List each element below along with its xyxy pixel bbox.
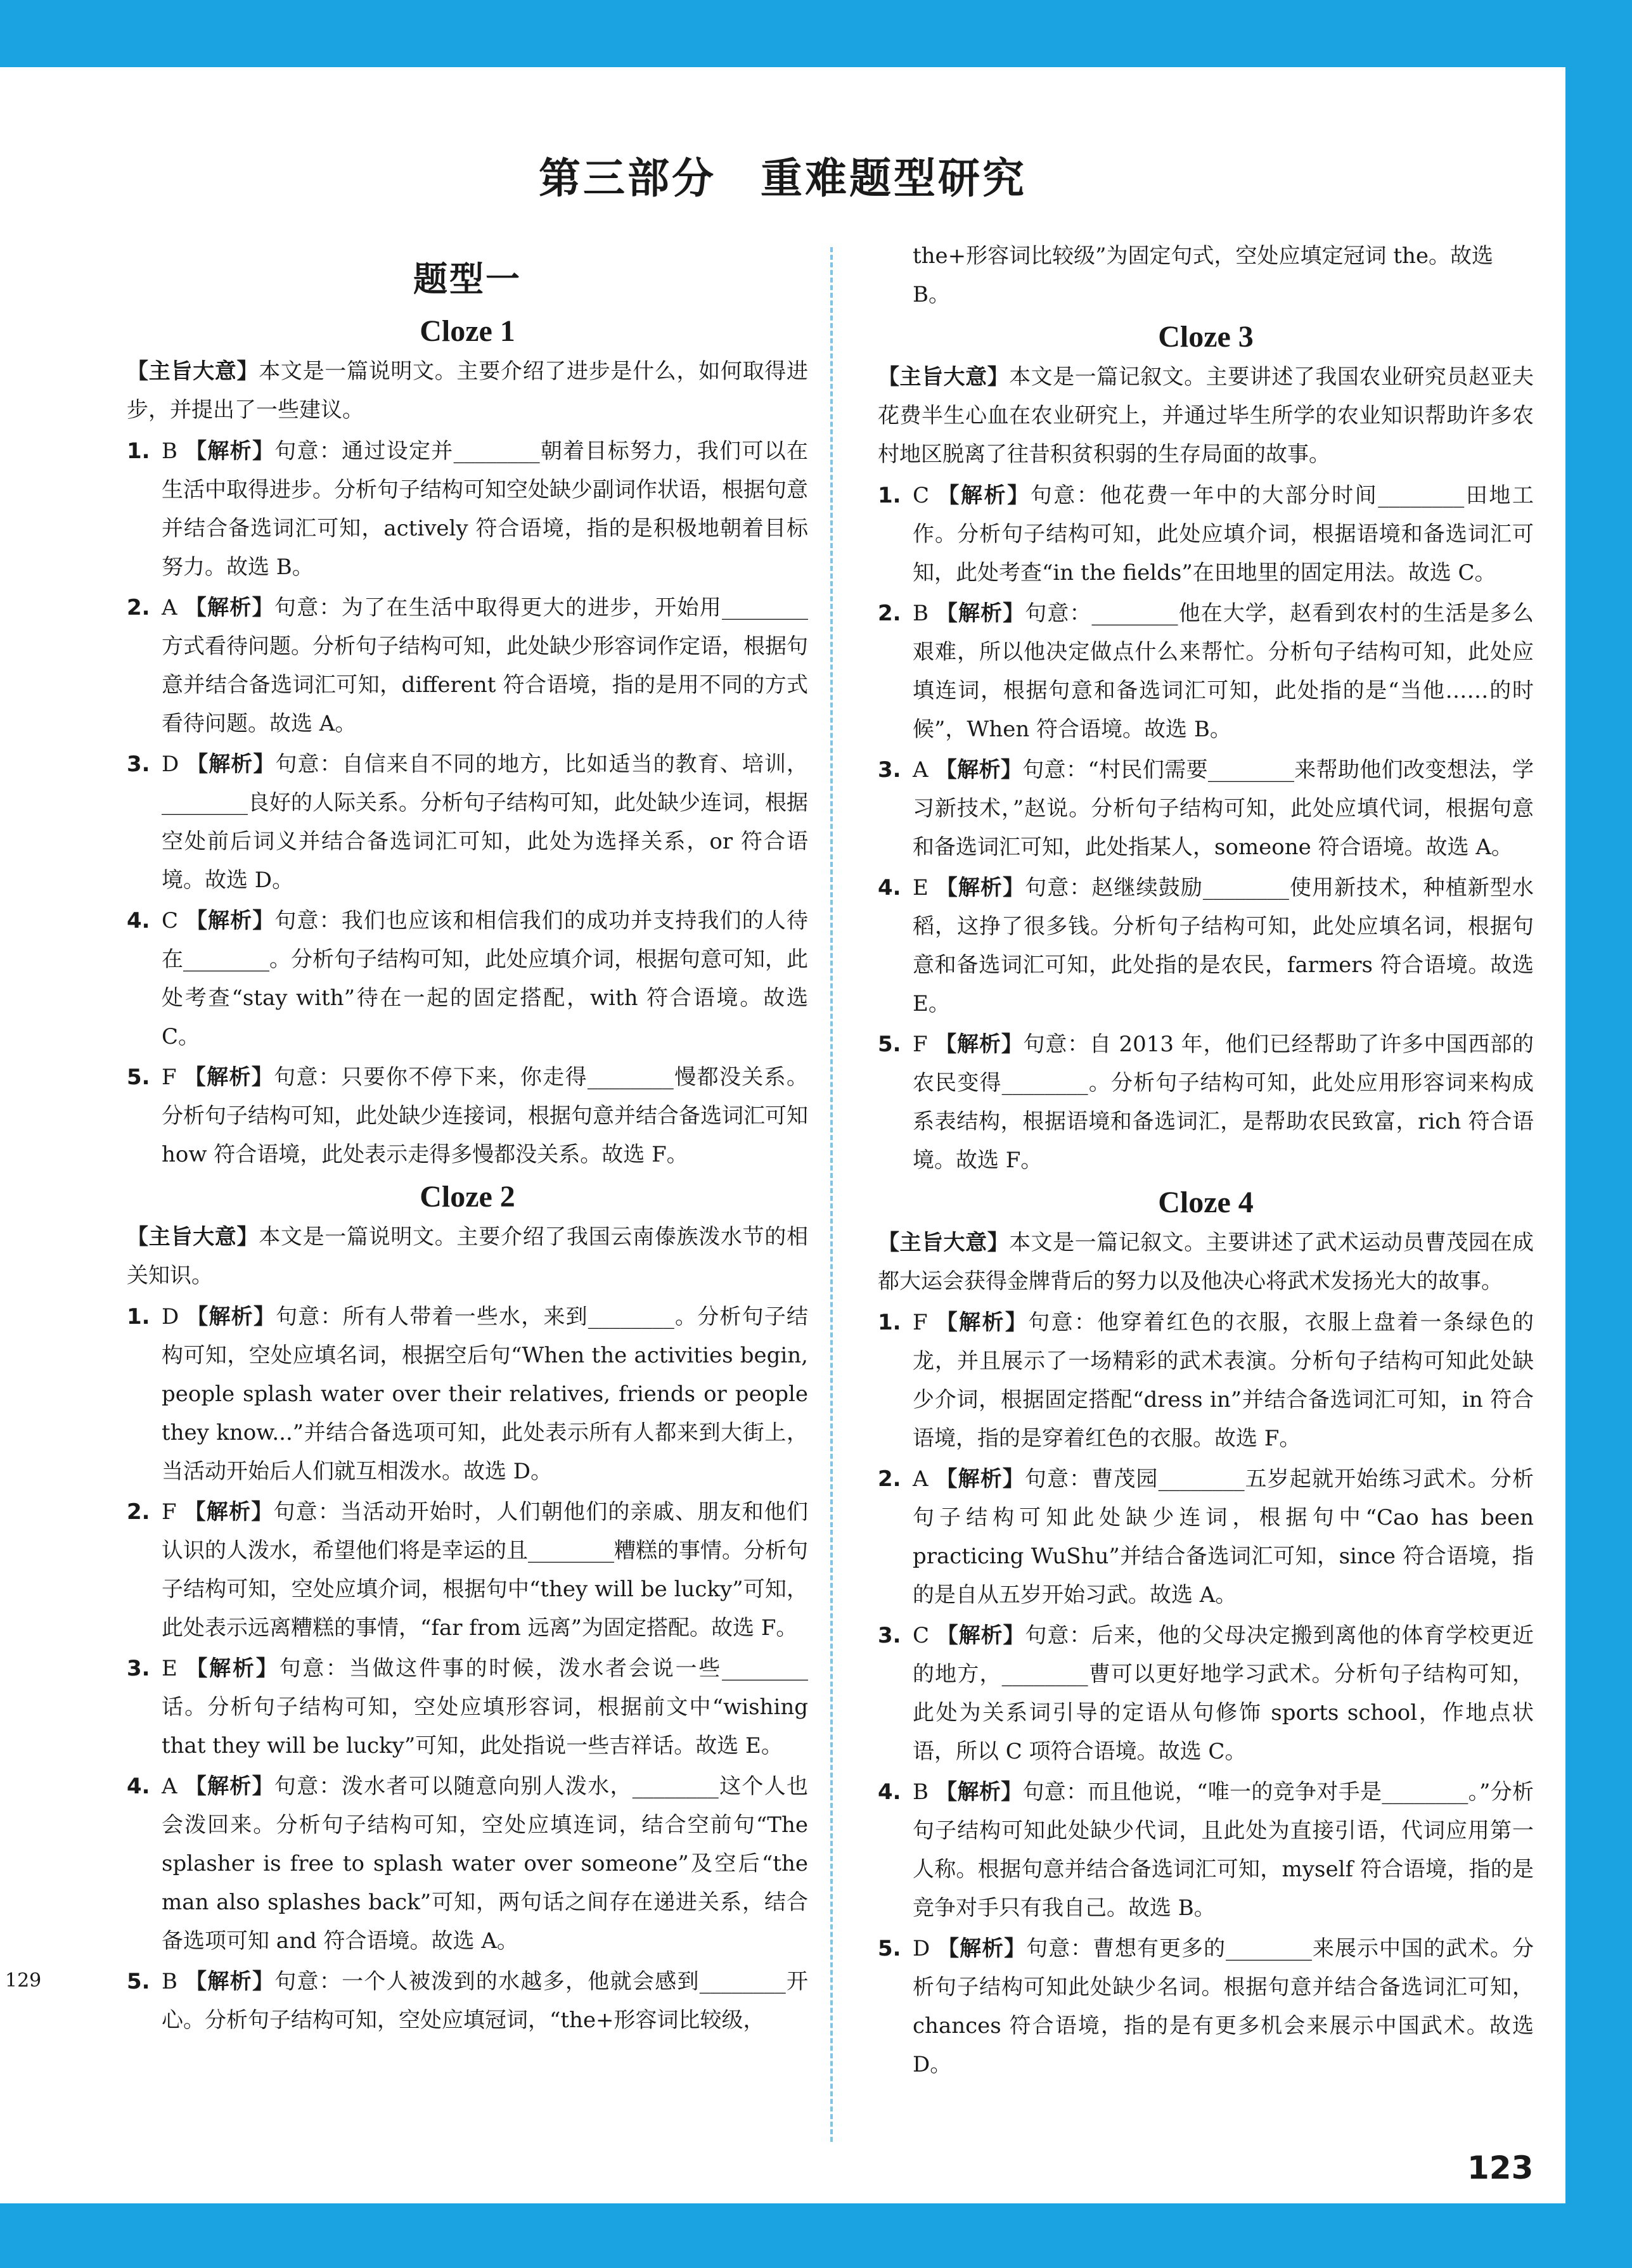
answer-item	[878, 1617, 1534, 1771]
analysis-tag: 【解析】	[184, 1499, 274, 1525]
item-answer: A	[913, 1466, 928, 1492]
item-number: 2.	[878, 601, 901, 626]
answer-item	[127, 1493, 808, 1648]
item-number: 2.	[127, 595, 150, 620]
question-type-title: 题型一	[413, 259, 522, 299]
analysis-tag: 【解析】	[184, 1065, 274, 1090]
continued-explanation: the+形容词比较级”为固定句式，空处应填定冠词 the。故选 B。	[913, 243, 1494, 307]
main-idea-text: 本文是一篇说明文。主要介绍了进步是什么，如何取得进步，并提出了一些建议。	[127, 359, 809, 423]
main-idea-tag: 【主旨大意】	[127, 359, 259, 384]
answer-item	[127, 902, 808, 1056]
item-answer: F	[162, 1065, 177, 1090]
cloze-title: Cloze 3	[1158, 320, 1254, 354]
item-answer: C	[162, 908, 179, 933]
item-answer: F	[913, 1310, 928, 1335]
item-explanation: 句意：通过设定并________朝着目标努力，我们可以在生活中取得进步。分析句子结构可知空处缺少副词作状语，根据句意并结合备选词汇可知，actively 符合语境，指的是积极地朝着目标努力。故选 B。	[162, 439, 809, 580]
item-number: 5.	[127, 1969, 150, 1994]
part-title: 第三部分 重难题型研究	[539, 154, 1027, 203]
item-number: 3.	[127, 752, 150, 777]
item-answer: D	[913, 1936, 930, 1961]
item-explanation: 句意：曹茂园________五岁起就开始练习武术。分析句子结构可知此处缺少连词，根据句中“Cao has been practicing WuShu”并结合备选词汇可知，since 符合语境，指的是自从五岁开始习武。故选 A。	[913, 1466, 1534, 1608]
cloze-title: Cloze 2	[420, 1180, 515, 1214]
item-number: 3.	[878, 1623, 901, 1648]
item-explanation: 句意：自信来自不同的地方，比如适当的教育、培训，________良好的人际关系。分析句子结构可知，此处缺少连词，根据空处前后词义并结合备选词汇可知，此处为选择关系，or 符合语境。故选 D。	[162, 752, 809, 893]
item-explanation: 句意：所有人带着一些水，来到________。分析句子结构可知，空处应填名词，根据空后句“When the activities begin, people splash water over their relatives, friends or people they know...”并结合备选项可知，此处表示所有人都来到大街上，当活动开始后人们就互相泼水。故选 D。	[162, 1304, 809, 1484]
answer-item	[878, 594, 1534, 749]
item-number: 2.	[878, 1466, 901, 1492]
right-column	[878, 232, 1534, 2086]
analysis-tag: 【解析】	[186, 1656, 279, 1681]
item-answer: B	[913, 1779, 928, 1805]
analysis-tag: 【解析】	[935, 757, 1023, 783]
main-idea-tag: 【主旨大意】	[878, 364, 1010, 390]
item-answer: E	[913, 875, 928, 900]
analysis-tag: 【解析】	[935, 1310, 1029, 1335]
main-idea-tag: 【主旨大意】	[878, 1230, 1010, 1255]
analysis-tag: 【解析】	[935, 1779, 1023, 1805]
item-number: 5.	[878, 1032, 901, 1057]
item-number: 4.	[127, 1774, 150, 1799]
left-column	[127, 232, 808, 2042]
answer-item	[127, 589, 808, 743]
item-number: 4.	[878, 1779, 901, 1805]
cloze-title: Cloze 1	[420, 314, 515, 348]
column-divider	[830, 247, 833, 2142]
answer-item	[878, 1025, 1534, 1180]
item-number: 5.	[127, 1065, 150, 1090]
item-explanation: 句意：一个人被泼到的水越多，他就会感到________开心。分析句子结构可知，空处应填冠词，“the+形容词比较级，	[162, 1969, 809, 2033]
main-idea-text: 本文是一篇记叙文。主要讲述了我国农业研究员赵亚夫花费半生心血在农业研究上，并通过毕生所学的农业知识帮助许多农村地区脱离了往昔积贫积弱的生存局面的故事。	[878, 364, 1534, 467]
main-idea-text: 本文是一篇记叙文。主要讲述了武术运动员曹茂园在成都大运会获得金牌背后的努力以及他决心将武术发扬光大的故事。	[878, 1230, 1534, 1294]
answer-item	[878, 1930, 1534, 2084]
answer-item	[127, 745, 808, 900]
answer-item	[127, 1767, 808, 1961]
analysis-tag: 【解析】	[185, 439, 275, 464]
item-number: 3.	[127, 1656, 150, 1681]
item-explanation: 句意：曹想有更多的________来展示中国的武术。分析句子结构可知此处缺少名词。根据句意并结合备选词汇可知，chances 符合语境，指的是有更多机会来展示中国武术。故选 D。	[913, 1936, 1534, 2077]
item-explanation: 句意：“村民们需要________来帮助他们改变想法，学习新技术，”赵说。分析句子结构可知，此处应填代词，根据句意和备选词汇可知，此处指某人，someone 符合语境。故选 A。	[913, 757, 1534, 860]
page-frame-top	[0, 0, 1632, 67]
item-explanation: 句意：泼水者可以随意向别人泼水，________这个人也会泼回来。分析句子结构可知，空处应填连词，结合空前句“The splasher is free to splash water over someone”及空后“the man also splashes back”可知，两句话之间存在递进关系，结合备选项可知 and 符合语境。故选 A。	[162, 1774, 809, 1954]
analysis-tag: 【解析】	[935, 1466, 1025, 1492]
item-explanation: 句意：他花费一年中的大部分时间________田地工作。分析句子结构可知，此处应填介词，根据语境和备选词汇可知，此处考查“in the fields”在田地里的固定用法。故选 C。	[913, 483, 1534, 586]
item-explanation: 句意：________他在大学，赵看到农村的生活是多么艰难，所以他决定做点什么来帮忙。分析句子结构可知，此处应填连词，根据句意和备选词汇可知，此处指的是“当他……的时候”，When 符合语境。故选 B。	[913, 601, 1534, 742]
item-explanation: 句意：赵继续鼓励________使用新技术，种植新型水稻，这挣了很多钱。分析句子结构可知，此处应填名词，根据句意和备选词汇可知，此处指的是农民，farmers 符合语境。故选 E。	[913, 875, 1534, 1016]
cloze-3-section	[878, 319, 1534, 1180]
analysis-tag: 【解析】	[184, 1774, 274, 1799]
answer-item	[878, 751, 1534, 867]
item-answer: D	[162, 752, 179, 777]
item-answer: A	[162, 595, 177, 620]
analysis-tag: 【解析】	[935, 875, 1025, 900]
item-number: 1.	[878, 1310, 901, 1335]
analysis-tag: 【解析】	[935, 601, 1025, 626]
item-number: 4.	[127, 908, 150, 933]
item-explanation: 句意：自 2013 年，他们已经帮助了许多中国西部的农民变得________。分析句子结构可知，此处应用形容词来构成系表结构，根据语境和备选词汇，是帮助农民致富，rich 符合语境。故选 F。	[913, 1032, 1534, 1173]
item-number: 4.	[878, 875, 901, 900]
cloze-1-section	[127, 314, 808, 1174]
answer-item	[127, 432, 808, 587]
item-number: 1.	[127, 439, 150, 464]
item-answer: A	[162, 1774, 177, 1799]
item-answer: C	[913, 1623, 930, 1648]
analysis-tag: 【解析】	[186, 1304, 276, 1329]
answer-item	[878, 477, 1534, 593]
item-answer: A	[913, 757, 928, 783]
item-number: 5.	[878, 1936, 901, 1961]
answer-item	[127, 1298, 808, 1491]
analysis-tag: 【解析】	[937, 483, 1031, 508]
analysis-tag: 【解析】	[937, 1936, 1027, 1961]
item-number: 3.	[878, 757, 901, 783]
analysis-tag: 【解析】	[186, 752, 276, 777]
page-number-left: 129	[5, 1970, 42, 1992]
item-explanation: 句意：他穿着红色的衣服，衣服上盘着一条绿色的龙，并且展示了一场精彩的武术表演。分析句子结构可知此处缺少介词，根据固定搭配“dress in”并结合备选词汇可知，in 符合语境，指的是穿着红色的衣服。故选 F。	[913, 1310, 1534, 1451]
item-answer: F	[162, 1499, 177, 1525]
item-answer: B	[162, 1969, 177, 1994]
item-answer: E	[162, 1656, 177, 1681]
answer-item	[127, 1650, 808, 1765]
cloze-title: Cloze 4	[1158, 1186, 1254, 1219]
cloze-2-section	[127, 1179, 808, 2040]
page-frame-bottom	[0, 2203, 1632, 2268]
item-explanation: 句意：当活动开始时，人们朝他们的亲戚、朋友和他们认识的人泼水，希望他们将是幸运的且________糟糕的事情。分析句子结构可知，空处应填介词，根据句中“they will be lucky”可知，此处表示远离糟糕的事情，“far from 远离”为固定搭配。故选 F。	[162, 1499, 809, 1641]
analysis-tag: 【解析】	[185, 1969, 275, 1994]
item-explanation: 句意：当做这件事的时候，泼水者会说一些________话。分析句子结构可知，空处应填形容词，根据前文中“wishing that they will be lucky”可知，此处指说一些吉祥话。故选 E。	[162, 1656, 809, 1759]
answer-item	[878, 869, 1534, 1023]
item-explanation: 句意：为了在生活中取得更大的进步，开始用________方式看待问题。分析句子结构可知，此处缺少形容词作定语，根据句意并结合备选词汇可知，different 符合语境，指的是用不同的方式看待问题。故选 A。	[162, 595, 809, 736]
cloze-4-section	[878, 1185, 1534, 2084]
item-answer: B	[913, 601, 928, 626]
answer-item	[878, 1460, 1534, 1615]
item-answer: F	[913, 1032, 928, 1057]
main-idea-text: 本文是一篇说明文。主要介绍了我国云南傣族泼水节的相关知识。	[127, 1224, 809, 1288]
item-number: 1.	[878, 483, 901, 508]
item-answer: B	[162, 439, 177, 464]
main-idea	[127, 1218, 808, 1295]
item-answer: D	[162, 1304, 179, 1329]
page-frame-right	[1565, 0, 1632, 2268]
item-number: 2.	[127, 1499, 150, 1525]
main-idea	[878, 1224, 1534, 1301]
analysis-tag: 【解析】	[936, 1623, 1025, 1648]
item-explanation: 句意：后来，他的父母决定搬到离他的体育学校更近的地方，________曹可以更好地学习武术。分析句子结构可知，此处为关系词引导的定语从句修饰 sports school，作地点状语，所以 C 项符合语境。故选 C。	[913, 1623, 1534, 1764]
item-explanation: 句意：只要你不停下来，你走得________慢都没关系。分析句子结构可知，此处缺少连接词，根据句意并结合备选词汇可知 how 符合语境，此处表示走得多慢都没关系。故选 F。	[162, 1065, 808, 1167]
analysis-tag: 【解析】	[185, 908, 275, 933]
analysis-tag: 【解析】	[184, 595, 274, 620]
main-idea-tag: 【主旨大意】	[127, 1224, 259, 1250]
main-idea	[127, 352, 808, 430]
item-explanation: 句意：而且他说，“唯一的竞争对手是________。”分析句子结构可知此处缺少代词，且此处为直接引语，代词应用第一人称。根据句意并结合备选词汇可知，myself 符合语境，指的是竞争对手只有我自己。故选 B。	[913, 1779, 1534, 1921]
item-number: 1.	[127, 1304, 150, 1329]
page-number-right: 123	[1467, 2149, 1534, 2186]
answer-item	[127, 1058, 808, 1174]
main-idea	[878, 358, 1534, 474]
answer-item	[127, 1963, 808, 2040]
answer-item	[878, 1304, 1534, 1458]
item-answer: C	[913, 483, 930, 508]
item-explanation: 句意：我们也应该和相信我们的成功并支持我们的人待在________。分析句子结构可知，此处应填介词，根据句意可知，此处考查“stay with”待在一起的固定搭配，with 符合语境。故选 C。	[162, 908, 808, 1049]
analysis-tag: 【解析】	[935, 1032, 1024, 1057]
answer-item	[878, 1773, 1534, 1928]
